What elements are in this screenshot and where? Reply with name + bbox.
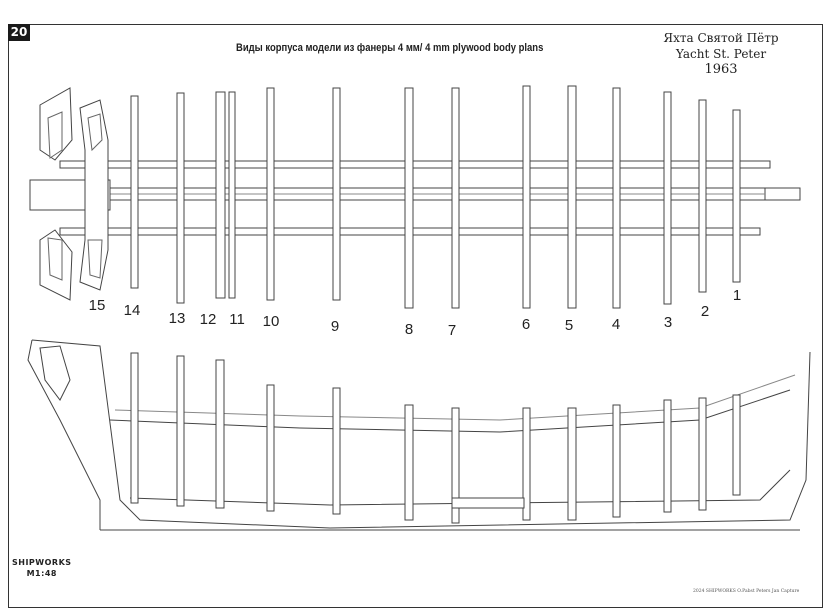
brand-block <box>12 557 72 579</box>
frame-number-6: 6 <box>521 316 531 333</box>
side-view-frames <box>131 353 740 523</box>
frame-number-5: 5 <box>564 317 574 334</box>
yacht-name-ru: Яхта Святой Пётр <box>663 31 779 45</box>
yacht-year: 1963 <box>704 62 738 77</box>
keel-top-view <box>60 161 800 235</box>
frame-number-8: 8 <box>404 321 414 338</box>
stern-pieces <box>30 88 110 300</box>
frame-number-11: 11 <box>229 311 245 328</box>
frame-number-15: 15 <box>88 297 106 314</box>
frame-number-10: 10 <box>262 313 280 330</box>
frame-number-13: 13 <box>168 310 186 327</box>
sheet-number: 20 <box>8 24 30 41</box>
frame-number-4: 4 <box>611 316 621 333</box>
frame-number-7: 7 <box>447 322 457 339</box>
yacht-name-en: Yacht St. Peter <box>675 47 767 61</box>
brand-scale: M1:48 <box>26 569 57 578</box>
frame-number-1: 1 <box>732 287 742 304</box>
frame-number-2: 2 <box>700 303 710 320</box>
frame-number-3: 3 <box>663 314 673 331</box>
copyright-text: 2024 SHIPWORKS O.Pabst Peters Jan Capture <box>693 589 800 594</box>
plan-title: Виды корпуса модели из фанеры 4 мм/ 4 mm plywood body plans <box>236 42 544 54</box>
hull-side-profile <box>28 340 810 530</box>
frame-number-12: 12 <box>199 311 217 328</box>
frame-number-14: 14 <box>123 302 141 319</box>
frame-number-9: 9 <box>330 318 340 335</box>
brand-name: SHIPWORKS <box>12 558 72 567</box>
